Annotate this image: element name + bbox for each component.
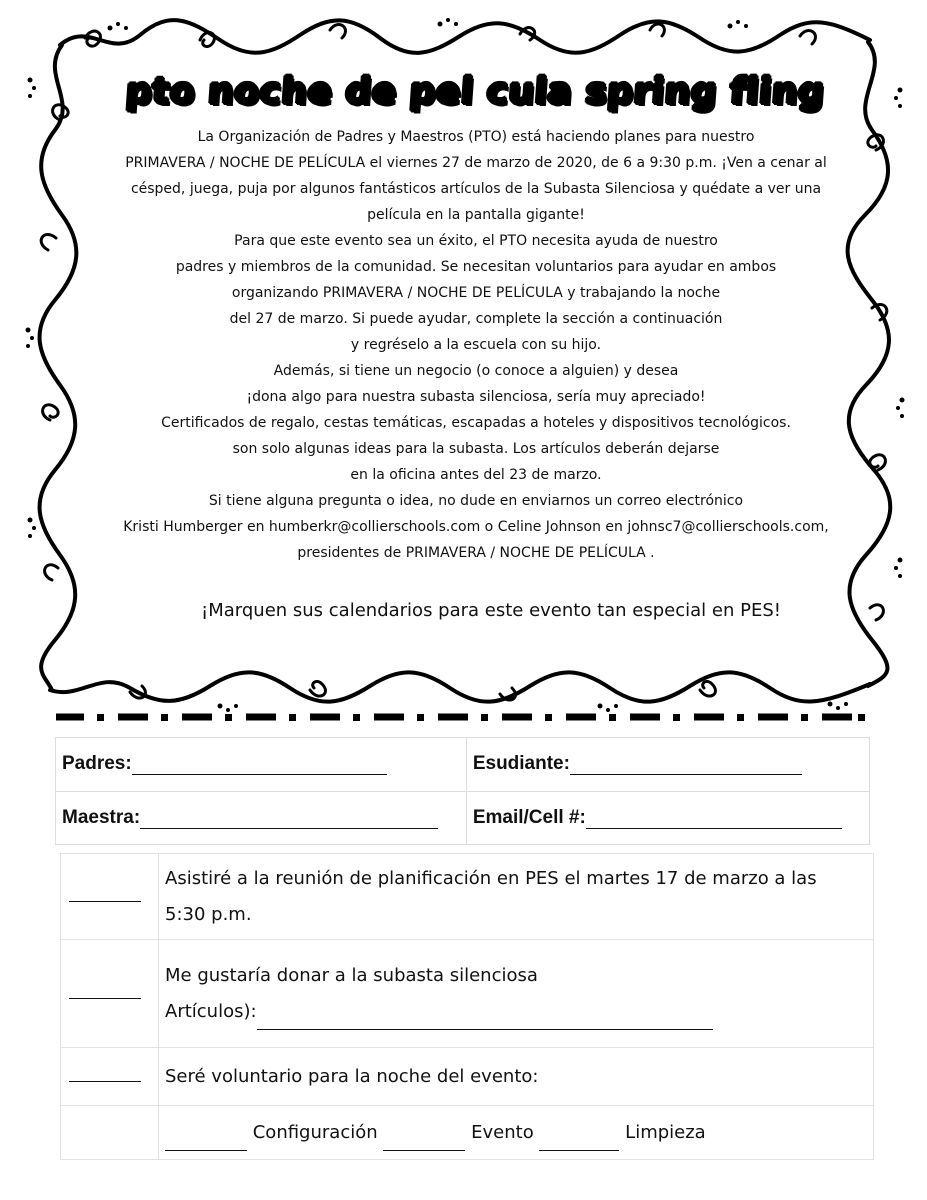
paragraph-line: Además, si tiene un negocio (o conoce a alguien) y desea [273, 363, 679, 379]
event-blank[interactable] [383, 1134, 465, 1151]
parents-label: Padres: [62, 753, 132, 775]
setup-blank[interactable] [165, 1134, 247, 1151]
setup-label: Configuración [252, 1121, 378, 1143]
donate-check-line[interactable] [69, 997, 141, 999]
email-field[interactable] [466, 791, 869, 845]
closing-line: ¡Marquen sus calendarios para este evento tan especial en PES! [201, 600, 781, 621]
paragraph-line: PRIMAVERA / NOCHE DE PELÍCULA el viernes 27 de marzo de 2020, de 6 a 9:30 p.m. ¡Ven a cenar al [125, 155, 827, 171]
email-blank[interactable] [586, 810, 842, 829]
volunteer-roles-spacer [61, 1106, 159, 1160]
participation-options [60, 853, 874, 1160]
donate-items-row [165, 994, 867, 1030]
volunteer-checkbox[interactable] [61, 1048, 159, 1106]
volunteer-roles [159, 1106, 874, 1160]
volunteer-check-line[interactable] [69, 1080, 141, 1082]
parents-field[interactable] [56, 738, 467, 792]
paragraph-line: Kristi Humberger en humberkr@collierschools.com o Celine Johnson en johnsc7@collierschools.com, [123, 519, 829, 535]
teacher-blank[interactable] [140, 810, 438, 829]
cleanup-label: Limpieza [625, 1121, 706, 1143]
volunteer-option: Seré voluntario para la noche del evento: [159, 1048, 874, 1106]
paragraph-line: La Organización de Padres y Maestros (PTO) está haciendo planes para nuestro [197, 129, 755, 145]
meeting-check-line[interactable] [69, 900, 141, 902]
meeting-option-line1: Asistiré a la reunión de planificación en PES el martes 17 de marzo a las [165, 867, 817, 889]
page-title: pto noche de pel cula spring fling [124, 71, 826, 112]
donate-checkbox[interactable] [61, 940, 159, 1048]
student-label: Esudiante: [472, 753, 570, 775]
paragraph-line: padres y miembros de la comunidad. Se necesitan voluntarios para ayudar en ambos [175, 259, 777, 275]
teacher-field[interactable] [56, 791, 467, 845]
student-field[interactable] [466, 738, 869, 792]
meeting-option-line2: 5:30 p.m. [165, 903, 252, 925]
paragraph-line: presidentes de PRIMAVERA / NOCHE DE PELÍCULA . [297, 545, 655, 561]
paragraph-line: Certificados de regalo, cestas temáticas, escapadas a hoteles y dispositivos tecnológicos. [161, 415, 791, 431]
paragraph-line: del 27 de marzo. Si puede ayudar, complete la sección a continuación [229, 311, 723, 327]
donate-items-label: Artículos): [165, 1000, 257, 1022]
contact-form [55, 737, 870, 845]
announcement-body [96, 124, 856, 566]
event-label: Evento [471, 1121, 534, 1143]
paragraph-line: en la oficina antes del 23 de marzo. [350, 467, 602, 483]
donate-option [159, 940, 874, 1048]
cut-line [56, 712, 866, 722]
paragraph-line: césped, juega, puja por algunos fantásticos artículos de la Subasta Silenciosa y quédate a ver una [130, 181, 822, 197]
paragraph-line: y regréselo a la escuela con su hijo. [350, 337, 602, 353]
paragraph-line: Si tiene alguna pregunta o idea, no dude en enviarnos un correo electrónico [208, 493, 744, 509]
paragraph-line: película en la pantalla gigante! [367, 207, 585, 223]
donate-option-line1: Me gustaría donar a la subasta silenciosa [165, 964, 538, 986]
student-blank[interactable] [570, 756, 802, 775]
donate-items-blank[interactable] [257, 1013, 713, 1030]
parents-blank[interactable] [132, 756, 387, 775]
cleanup-blank[interactable] [539, 1134, 619, 1151]
paragraph-line: organizando PRIMAVERA / NOCHE DE PELÍCULA y trabajando la noche [231, 285, 721, 301]
paragraph-line: son solo algunas ideas para la subasta. Los artículos deberán dejarse [232, 441, 720, 457]
email-label: Email/Cell #: [472, 806, 586, 828]
paragraph-line: Para que este evento sea un éxito, el PTO necesita ayuda de nuestro [234, 233, 718, 249]
teacher-label: Maestra: [62, 806, 141, 828]
meeting-checkbox[interactable] [61, 854, 159, 940]
meeting-option [159, 854, 874, 940]
paragraph-line: ¡dona algo para nuestra subasta silenciosa, sería muy apreciado! [246, 389, 706, 405]
